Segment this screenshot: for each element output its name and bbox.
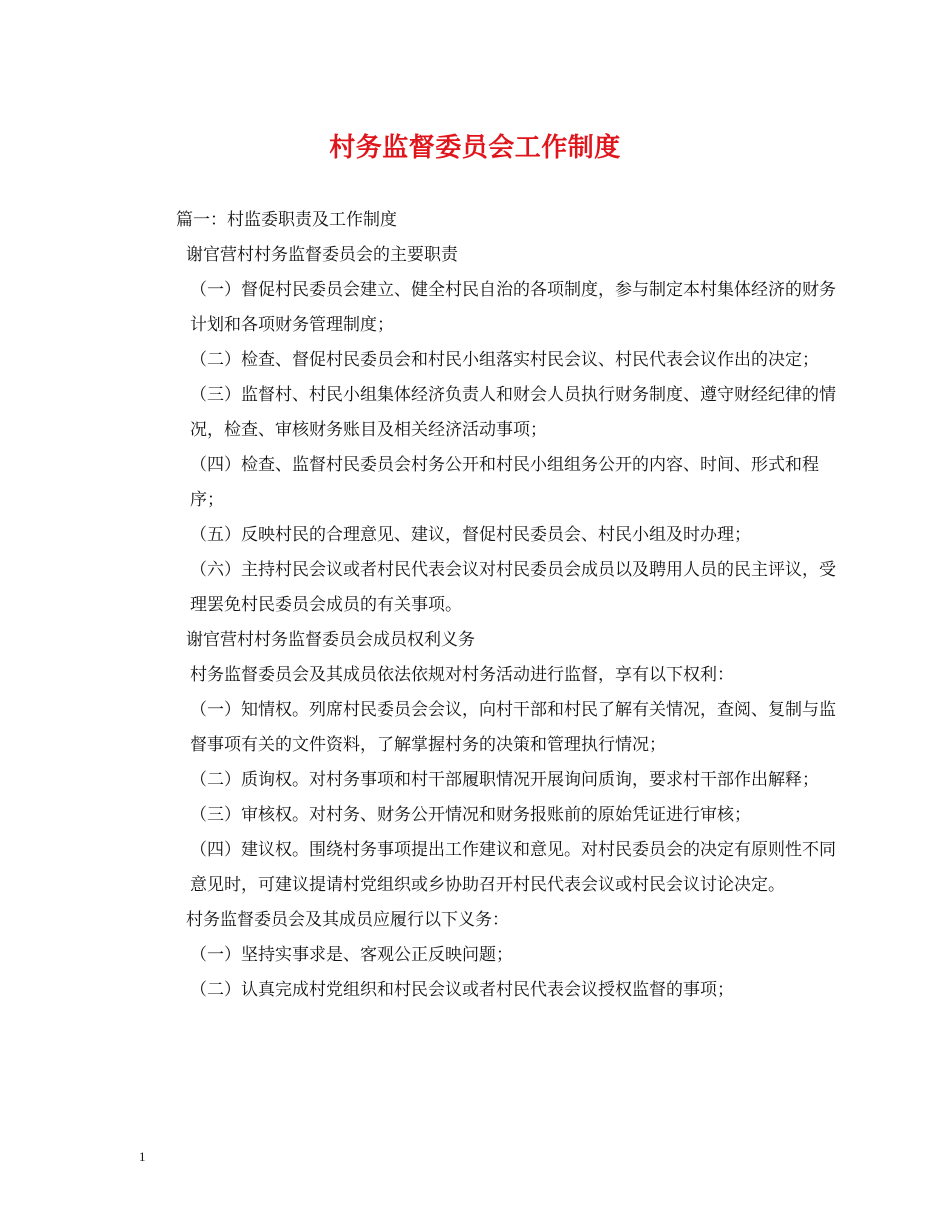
duty-item: （二）检查、督促村民委员会和村民小组落实村民会议、村民代表会议作出的决定； xyxy=(190,350,819,370)
duty-item: （一）督促村民委员会建立、健全村民自治的各项制度，参与制定本村集体经济的财务计划和各项财务管理制度； xyxy=(190,280,836,335)
body-paragraph: 村务监督委员会及其成员应履行以下义务： xyxy=(186,910,509,930)
duty-item: （三）监督村、村民小组集体经济负责人和财会人员执行财务制度、遵守财经纪律的情况，检查、审核财务账目及相关经济活动事项； xyxy=(190,385,836,440)
document-body xyxy=(139,203,839,1008)
section-heading: 篇一：村监委职责及工作制度 xyxy=(176,210,397,230)
right-item: （三）审核权。对村务、财务公开情况和财务报账前的原始凭证进行审核； xyxy=(190,805,751,825)
duty-item: （六）主持村民会议或者村民代表会议对村民委员会成员以及聘用人员的民主评议，受理罢免村民委员会成员的有关事项。 xyxy=(190,560,836,615)
obligation-item: （一）坚持实事求是、客观公正反映问题； xyxy=(190,945,513,965)
subsection-heading: 谢官营村村务监督委员会的主要职责 xyxy=(186,245,458,265)
right-item: （四）建议权。围绕村务事项提出工作建议和意见。对村民委员会的决定有原则性不同意见时，可建议提请村党组织或乡协助召开村民代表会议或村民会议讨论决定。 xyxy=(190,840,836,895)
duty-item: （五）反映村民的合理意见、建议，督促村民委员会、村民小组及时办理； xyxy=(190,525,751,545)
subsection-heading: 谢官营村村务监督委员会成员权利义务 xyxy=(186,630,475,650)
obligation-item: （二）认真完成村党组织和村民会议或者村民代表会议授权监督的事项； xyxy=(190,980,734,1000)
duty-item: （四）检查、监督村民委员会村务公开和村民小组组务公开的内容、时间、形式和程序； xyxy=(190,455,819,510)
right-item: （一）知情权。列席村民委员会会议，向村干部和村民了解有关情况，查阅、复制与监督事项有关的文件资料，了解掌握村务的决策和管理执行情况； xyxy=(190,700,836,755)
page-number: 1 xyxy=(139,1149,146,1164)
body-paragraph: 村务监督委员会及其成员依法依规对村务活动进行监督，享有以下权利： xyxy=(190,665,734,685)
right-item: （二）质询权。对村务事项和村干部履职情况开展询问质询，要求村干部作出解释； xyxy=(190,770,819,790)
document-title: 村务监督委员会工作制度 xyxy=(329,133,621,163)
